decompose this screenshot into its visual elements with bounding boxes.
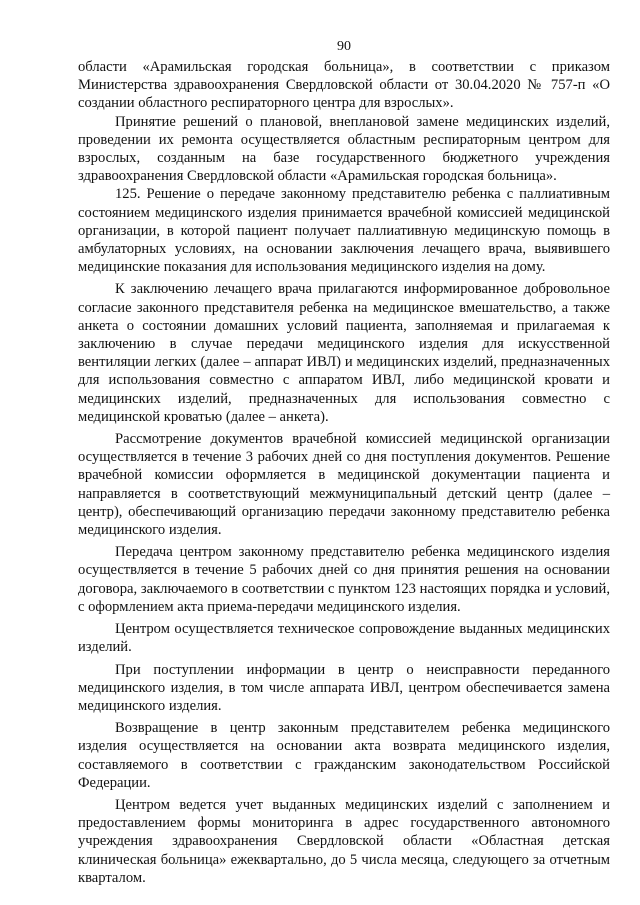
paragraph-9: Возвращение в центр законным представителем ребенка медицинского изделия осуществляется на основании акта возврата медицинского изделия, составляемого в соответствии с гражданским законодательством Российской Федерации. bbox=[78, 720, 610, 791]
document-page bbox=[78, 38, 610, 887]
page-number: 90 bbox=[337, 39, 351, 54]
paragraph-8: При поступлении информации в центр о неисправности переданного медицинского изделия, в том числе аппарата ИВЛ, центром обеспечивается замена медицинского изделия. bbox=[78, 661, 610, 714]
paragraph-6: Передача центром законному представителю ребенка медицинского изделия осуществляется в течение 5 рабочих дней со дня принятия решения на основании договора, заключаемого в соответствии с пунктом 123 настоящих порядка и условий, с оформлением акта приема-передачи медицинского изделия. bbox=[78, 544, 610, 615]
paragraph-3: 125. Решение о передаче законному представителю ребенка с паллиативным состоянием медицинского изделия принимается врачебной комиссией медицинской организации, в которой пациент получает паллиативную медицинскую помощь в амбулаторных условиях, на основании заключения лечащего врача, выявившего медицинские показания для использования медицинского изделия на дому. bbox=[78, 186, 610, 276]
paragraph-2: Принятие решений о плановой, внеплановой замене медицинских изделий, проведении их ремонта осуществляется областным респираторным центром для взрослых, созданным на базе государственного бюджетного учреждения здравоохранения Свердловской области «Арамильская городская больница». bbox=[78, 113, 610, 185]
paragraph-4: К заключению лечащего врача прилагаются информированное добровольное согласие законного представителя ребенка на медицинское вмешательство, а также анкета о состоянии домашних условий пациента, заполняемая и прилагаемая к заключению в случае передачи медицинского изделия для искусственной вентиляции легких (далее – аппарат ИВЛ) и медицинских изделий, предназначенных для использования совместно с аппаратом ИВЛ, либо медицинской кровати и медицинских изделий, предназначенных для использования совместно с медицинской кроватью (далее – анкета). bbox=[78, 281, 610, 425]
paragraph-1: области «Арамильская городская больница», в соответствии с приказом Министерства здравоохранения Свердловской области от 30.04.2020 № 757-п «О создании областного респираторного центра для взрослых». bbox=[78, 59, 610, 112]
paragraph-7: Центром осуществляется техническое сопровождение выданных медицинских изделий. bbox=[78, 621, 610, 656]
paragraph-5: Рассмотрение документов врачебной комиссией медицинской организации осуществляется в течение 3 рабочих дней со дня поступления документов. Решение врачебной комиссии оформляется в медицинской документации пациента и направляется в соответствующий межмуниципальный детский центр (далее – центр), обеспечивающий организацию передачи законному представителю ребенка медицинского изделия. bbox=[78, 431, 610, 539]
paragraph-10: Центром ведется учет выданных медицинских изделий с заполнением и предоставлением формы мониторинга в адрес государственного автономного учреждения здравоохранения Свердловской области «Областная детская клиническая больница» ежеквартально, до 5 числа месяца, следующего за отчетным кварталом. bbox=[78, 796, 610, 886]
